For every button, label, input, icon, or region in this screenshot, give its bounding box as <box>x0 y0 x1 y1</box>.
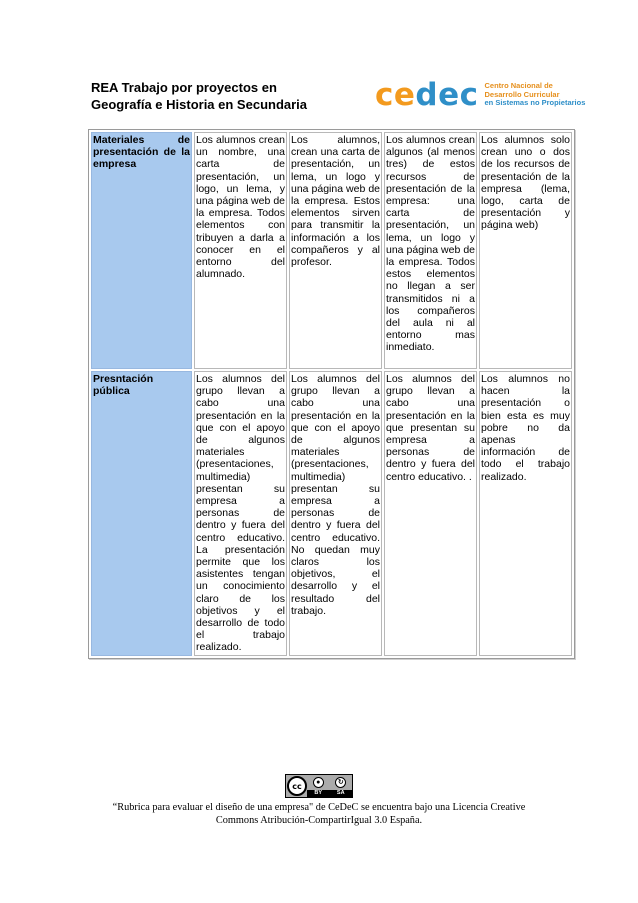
cc-badge-right <box>307 775 352 797</box>
document-title <box>91 79 341 113</box>
logo-sub-line-1: Centro Nacional de <box>484 81 553 90</box>
title-line-1: REA Trabajo por proyectos en <box>91 80 277 95</box>
level-cell: Los alumnos, crean una carta de presentación, un lema, un logo y una página web de la empresa. Estos elementos sirven para transmitir la información a los compañeros y al profesor. <box>289 132 382 369</box>
level-cell: Los alumnos solo crean uno o dos de los recursos de presentación de la empresa (lema, logo, carta de presentación y página web) <box>479 132 572 369</box>
license-line-1: “Rubrica para evaluar el diseño de una empresa" de CeDeC se encuentra bajo una Licencia Creative <box>112 802 526 813</box>
attribution-icon: ● <box>313 777 324 788</box>
license-notice <box>80 801 558 827</box>
title-line-2: Geografía e Historia en Secundaria <box>91 97 308 112</box>
logo-word-part-2: dec <box>415 77 479 113</box>
criterion-cell: Presntación pública <box>91 371 192 656</box>
by-label: BY <box>314 790 323 796</box>
table-row <box>91 371 572 656</box>
level-cell: Los alumnos crean un nombre, una carta de presentación, un logo, un lema, y una página web de la empresa. Todos elementos con tribuyen a darla a conocer en el entorno del alumnado. <box>194 132 287 369</box>
logo-word-part-1: ce <box>375 77 416 113</box>
table-row <box>91 132 572 369</box>
criterion-cell: Materiales de presentación de la empresa <box>91 132 192 369</box>
share-alike-icon: ↻ <box>335 777 346 788</box>
level-cell: Los alumnos crean algunos (al menos tres) de estos recursos de presentación de la empresa: una carta de presentación, un lema, un logo y una página web de la empresa. Todos estos elementos no llegan a ser transmitidos ni a los compañeros del aula ni al entorno mas inmediato. <box>384 132 477 369</box>
level-cell: Los alumnos del grupo llevan a cabo una presentación en la que presentan su empresa a personas de dentro y fuera del centro educativo. . <box>384 371 477 656</box>
level-cell: Los alumnos del grupo llevan a cabo una presentación en la que con el apoyo de algunos materiales (presentaciones, multimedia) presentan su empresa a personas de dentro y fuera del centro educativo. No quedan muy claros los objetivos, el desarrollo y el resultado del trabajo. <box>289 371 382 656</box>
cc-icons <box>307 775 352 790</box>
logo-sub-line-2: Desarrollo Curricular <box>484 89 560 99</box>
cedec-logo-subtitle <box>485 82 586 108</box>
cedec-logo <box>375 77 586 113</box>
level-cell: Los alumnos del grupo llevan a cabo una presentación en la que con el apoyo de algunos materiales (presentaciones, multimedia) presentan su empresa a personas de dentro y fuera del centro educativo. La presentación permite que los asistentes tengan un conocimiento claro de los objetivos y el desarrollo de todo el trabajo realizado. <box>194 371 287 656</box>
logo-sub-line-3: en Sistemas no Propietarios <box>484 98 586 107</box>
cedec-logo-word <box>375 77 479 113</box>
cc-icon: cc <box>287 776 307 796</box>
sa-label: SA <box>336 790 345 796</box>
rubric-table <box>88 129 575 659</box>
license-line-2: Commons Atribución-CompartirIgual 3.0 España. <box>215 815 423 826</box>
creative-commons-badge[interactable] <box>285 774 353 798</box>
level-cell: Los alumnos no hacen la presentación o bien esta es muy pobre no da apenas información de todo el trabajo realizado. <box>479 371 572 656</box>
cc-labels <box>307 790 352 797</box>
